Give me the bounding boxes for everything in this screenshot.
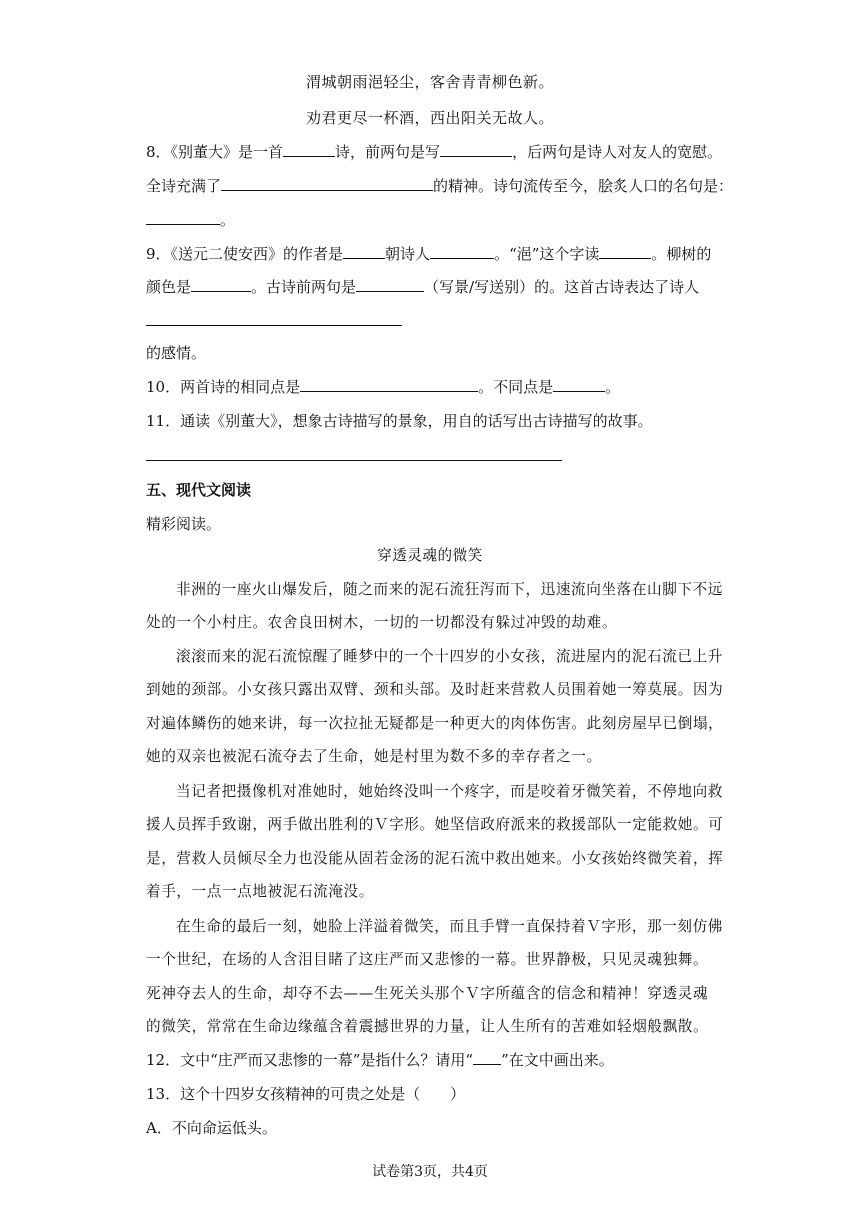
section-5-intro: 精彩阅读。: [146, 515, 222, 533]
q8-text-b: 诗，前两句是写: [335, 143, 441, 161]
article-p2-line-1: 滚滚而来的泥石流惊醒了睡梦中的一个十四岁的小女孩，流进屋内的泥石流已上升: [176, 648, 723, 665]
section-5-title: 五、现代文阅读: [146, 481, 252, 499]
q12-text-a: 12．文中“庄严而又悲惨的一幕”是指什么？请用“: [146, 1051, 474, 1069]
q8-blank-4[interactable]: [146, 210, 220, 225]
q10-blank-2[interactable]: [553, 377, 605, 392]
q8-text-d: 全诗充满了: [146, 177, 222, 195]
article-p2-line-3: 对遍体鳞伤的她来讲，每一次拉扯无疑都是一种更大的肉体伤害。此刻房屋早已倒塌，: [146, 715, 724, 732]
question-12: [146, 1050, 614, 1070]
q9-blank-4[interactable]: [191, 277, 251, 292]
q8-text-a: 8．《别董大》是一首: [146, 143, 284, 161]
q11-answer-line[interactable]: [146, 460, 562, 461]
article-p2-line-2: 到她的颈部。小女孩只露出双臂、颈和头部。及时赶来营救人员围着她一筹莫展。因为: [146, 681, 724, 698]
article-p3-line-1: 当记者把摄像机对准她时，她始终没叫一个疼字，而是咬着牙微笑着，不停地向救: [176, 783, 723, 800]
q10-blank-1[interactable]: [300, 377, 478, 392]
q9-text-c: 。“浥”这个字读: [494, 245, 600, 263]
q9-text-h: 的感情。: [146, 344, 207, 362]
q13-option-a[interactable]: A．不向命运低头。: [146, 1119, 277, 1137]
question-13: 13．这个十四岁女孩精神的可贵之处是（ ）: [146, 1085, 466, 1103]
q9-blank-3[interactable]: [599, 244, 651, 259]
q8-blank-3[interactable]: [221, 176, 433, 191]
q10-text-c: 。: [605, 378, 621, 396]
poem-line-2: 劝君更尽一杯酒，西出阳关无故人。: [305, 109, 554, 127]
article-p4-line-1: 在生命的最后一刻，她脸上洋溢着微笑，而且手臂一直保持着Ｖ字形，那一刻仿佛: [176, 918, 723, 935]
q9-answer-line[interactable]: [146, 325, 402, 326]
question-8-line-2: [146, 176, 733, 196]
q9-text-f: 。古诗前两句是: [251, 278, 357, 296]
q9-blank-2[interactable]: [430, 244, 494, 259]
q8-text-e: 的精神。诗句流传至今，脍炙人口的名句是：: [433, 177, 734, 195]
q9-text-d: 。柳树的: [651, 245, 712, 263]
q8-text-c: ，后两句是诗人对友人的宽慰。: [512, 143, 723, 161]
q9-text-g: （写景/写送别）的。这首古诗表达了诗人: [424, 278, 700, 296]
question-8-line-1: [146, 142, 722, 162]
q10-text-a: 10．两首诗的相同点是: [146, 378, 301, 396]
q12-underline-sample: [473, 1050, 501, 1065]
question-10: [146, 377, 620, 397]
q8-text-f: 。: [220, 211, 236, 229]
q9-text-b: 朝诗人: [385, 245, 431, 263]
article-p4-line-4: 的微笑，常常在生命边缘蕴含着震撼世界的力量，让人生所有的苦难如轻烟般飘散。: [146, 1018, 709, 1035]
article-p3-line-4: 着手，一点一点地被泥石流淹没。: [146, 883, 374, 900]
q9-text-a: 9．《送元二使安西》的作者是: [146, 245, 344, 263]
article-p3-line-3: 是，营救人员倾尽全力也没能从固若金汤的泥石流中救出她来。小女孩始终微笑着，挥: [146, 850, 724, 867]
article-p2-line-4: 她的双亲也被泥石流夺去了生命，她是村里为数不多的幸存者之一。: [146, 748, 602, 765]
question-9-line-2: [146, 277, 699, 297]
poem-line-1: 渭城朝雨浥轻尘，客舍青青柳色新。: [305, 73, 554, 91]
article-p4-line-2: 一个世纪，在场的人含泪目睹了这庄严而又悲惨的一幕。世界静极，只见灵魂独舞。: [146, 951, 709, 968]
question-9-line-1: [146, 244, 711, 264]
q10-text-b: 。不同点是: [478, 378, 554, 396]
article-p1-line-2: 处的一个小村庄。农舍良田树木，一切的一切都没有躲过冲毁的劫难。: [146, 614, 618, 631]
article-p1-line-1: 非洲的一座火山爆发后，随之而来的泥石流狂泻而下，迅速流向坐落在山脚下不远: [176, 581, 723, 598]
q8-blank-1[interactable]: [283, 142, 335, 157]
question-11: 11．通读《别董大》，想象古诗描写的景象，用自的话写出古诗描写的故事。: [146, 412, 653, 430]
article-title: 穿透灵魂的微笑: [377, 547, 483, 564]
q9-blank-5[interactable]: [356, 277, 424, 292]
q9-blank-1[interactable]: [343, 244, 385, 259]
q9-text-e: 颜色是: [146, 278, 192, 296]
question-8-line-3: [146, 210, 235, 230]
page-footer: 试卷第3页，共4页: [372, 1164, 488, 1180]
article-p4-line-3: 死神夺去人的生命，却夺不去——生死关头那个Ｖ字所蕴含的信念和精神！穿透灵魂: [146, 985, 709, 1002]
q12-text-b: ”在文中画出来。: [501, 1051, 614, 1069]
q8-blank-2[interactable]: [440, 142, 512, 157]
article-p3-line-2: 援人员挥手致谢，两手做出胜利的Ｖ字形。她坚信政府派来的救援部队一定能救她。可: [146, 816, 724, 833]
